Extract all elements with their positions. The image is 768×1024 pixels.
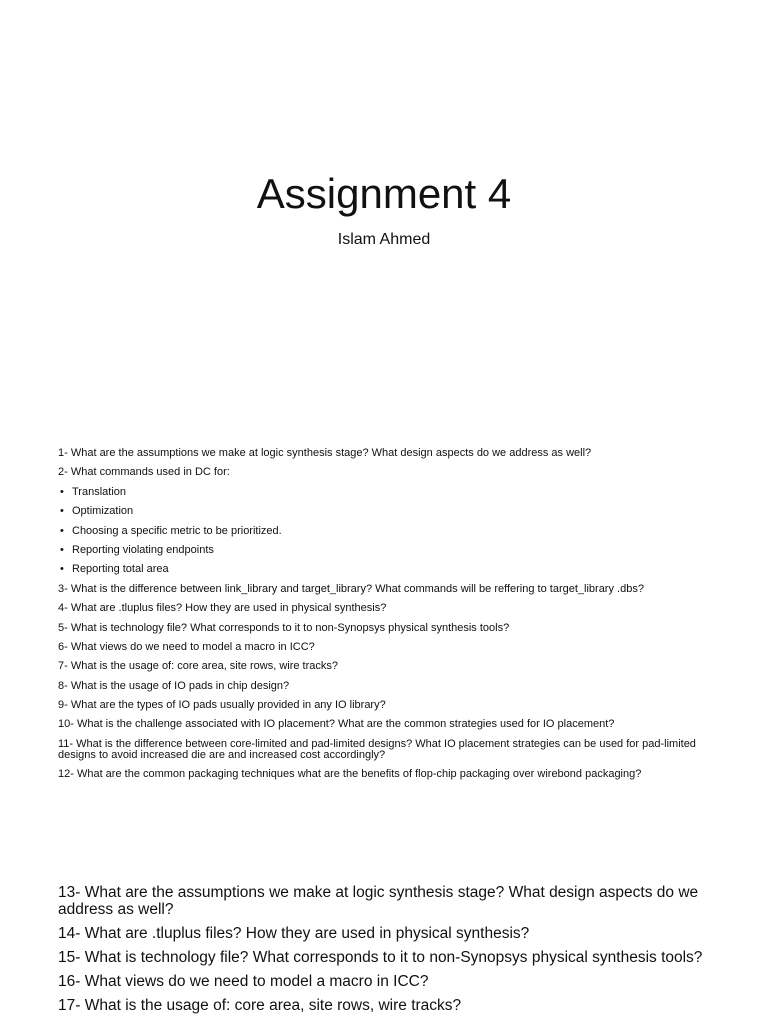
author-name: Islam Ahmed [337,231,431,248]
bullet-icon: • [60,485,64,498]
question-2: 2- What commands used in DC for: [58,466,230,479]
question-1: 1- What are the assumptions we make at logic synthesis stage? What design aspects do we address as well? [58,447,592,459]
question-6: 6- What views do we need to model a macro in ICC? [58,640,315,653]
question-9: 9- What are the types of IO pads usually provided in any IO library? [58,699,386,712]
third-slide [58,884,723,1021]
title-slide [0,0,768,430]
bullet-icon: • [60,505,64,518]
question-7: 7- What is the usage of: core area, site rows, wire tracks? [58,660,339,673]
page-title: Assignment 4 [256,170,512,217]
list-item [58,506,718,517]
question-17: 17- What is the usage of: core area, site rows, wire tracks? [58,997,462,1014]
question-4: 4- What are .tluplus files? How they are used in physical synthesis? [58,602,387,615]
bullet-icon: • [60,524,64,537]
bullet-icon: • [60,563,64,576]
question-16: 16- What views do we need to model a macro in ICC? [58,973,429,990]
list-item [58,564,718,575]
list-item-label: Optimization [72,505,134,518]
list-item [58,526,718,537]
question-10: 10- What is the challenge associated with IO placement? What are the common strategies used for IO placement? [58,718,615,731]
list-item [58,487,718,498]
question-8: 8- What is the usage of IO pads in chip design? [58,679,290,692]
questions-slide [58,448,718,789]
question-15: 15- What is technology file? What corresponds to it to non-Synopsys physical synthesis tools? [58,949,703,966]
question-12: 12- What are the common packaging techniques what are the benefits of flop-chip packaging over wirebond packaging? [58,768,642,781]
question-13: 13- What are the assumptions we make at logic synthesis stage? What design aspects do we address as well? [58,884,699,918]
question-14: 14- What are .tluplus files? How they are used in physical synthesis? [58,925,530,942]
bullet-icon: • [60,543,64,556]
list-item [58,545,718,556]
question-11: 11- What is the difference between core-limited and pad-limited designs? What IO placement strategies can be used for pad-limited designs to avoid increased die are and increased cost accordingly? [58,737,696,761]
list-item-label: Translation [72,485,127,498]
question-5: 5- What is technology file? What corresponds to it to non-Synopsys physical synthesis tools? [58,621,510,634]
list-item-label: Choosing a specific metric to be prioritized. [72,524,282,537]
question-3: 3- What is the difference between link_library and target_library? What commands will be reffering to target_library .dbs? [58,582,644,595]
list-item-label: Reporting violating endpoints [72,543,214,556]
list-item-label: Reporting total area [72,563,169,576]
